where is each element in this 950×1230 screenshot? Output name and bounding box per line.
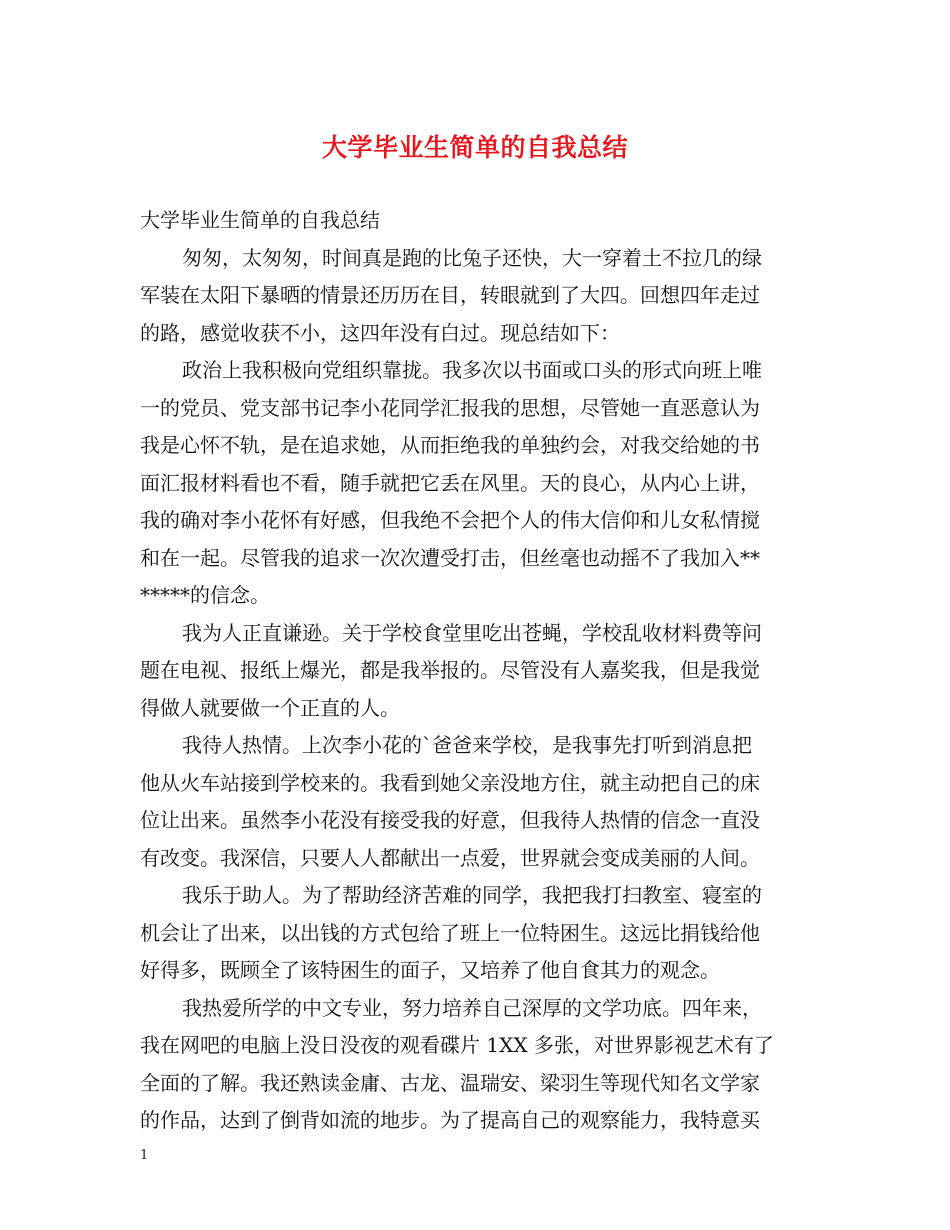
text-line: 得做人就要做一个正直的人。 (140, 695, 400, 720)
text-line: 一的党员、党支部书记李小花同学汇报我的思想，尽管她一直恶意认为 (140, 395, 760, 420)
text-line: 全面的了解。我还熟读金庸、古龙、温瑞安、梁羽生等现代知名文学家 (140, 1070, 760, 1095)
text-line: 和在一起。尽管我的追求一次次遭受打击，但丝毫也动摇不了我加入** (140, 545, 760, 570)
text-line: 军装在太阳下暴晒的情景还历历在目，转眼就到了大四。回想四年走过 (140, 283, 760, 307)
text-line: 的路，感觉收获不小，这四年没有白过。现总结如下： (140, 320, 620, 345)
text-line: 有改变。我深信，只要人人都献出一点爱，世界就会变成美丽的人间。 (140, 845, 760, 870)
page-number: 1 (140, 1148, 149, 1163)
document-body (140, 202, 812, 1140)
text-line: 他从火车站接到学校来的。我看到她父亲没地方住，就主动把自己的床 (140, 770, 760, 795)
text-line: 我热爱所学的中文专业，努力培养自己深厚的文学功底。四年来， (182, 995, 762, 1020)
text-line: 政治上我积极向党组织靠拢。我多次以书面或口头的形式向班上唯 (182, 358, 762, 382)
text-line: 的作品，达到了倒背如流的地步。为了提高自己的观察能力，我特意买 (140, 1108, 760, 1132)
text-line: *****的信念。 (140, 583, 270, 607)
text-line: 我的确对李小花怀有好感，但我绝不会把个人的伟大信仰和儿女私情搅 (140, 508, 760, 532)
text-line: 我乐于助人。为了帮助经济苦难的同学，我把我打扫教室、寝室的 (182, 883, 762, 907)
text-line: 位让出来。虽然李小花没有接受我的好意，但我待人热情的信念一直没 (140, 808, 760, 832)
text-line: 我待人热情。上次李小花的`爸爸来学校，是我事先打听到消息把 (182, 733, 752, 757)
text-line: 我是心怀不轨，是在追求她，从而拒绝我的单独约会，对我交给她的书 (140, 433, 760, 457)
text-line: 面汇报材料看也不看，随手就把它丢在风里。天的良心，从内心上讲， (140, 470, 760, 495)
text-line: 题在电视、报纸上爆光，都是我举报的。尽管没有人嘉奖我，但是我觉 (140, 658, 760, 682)
document-title: 大学毕业生简单的自我总结 (321, 133, 628, 162)
text-line: 我为人正直谦逊。关于学校食堂里吃出苍蝇，学校乱收材料费等问 (182, 620, 762, 645)
text-line: 机会让了出来，以出钱的方式包给了班上一位特困生。这远比捐钱给他 (140, 920, 760, 945)
paragraph-lines (140, 240, 812, 1140)
text-line: 我在网吧的电脑上没日没夜的观看碟片 1XX 多张，对世界影视艺术有了 (140, 1033, 774, 1057)
document-subtitle: 大学毕业生简单的自我总结 (140, 208, 380, 232)
text-line: 好得多，既顾全了该特困生的面子，又培养了他自食其力的观念。 (140, 958, 720, 982)
text-line: 匆匆，太匆匆，时间真是跑的比兔子还快，大一穿着土不拉几的绿 (182, 245, 762, 270)
